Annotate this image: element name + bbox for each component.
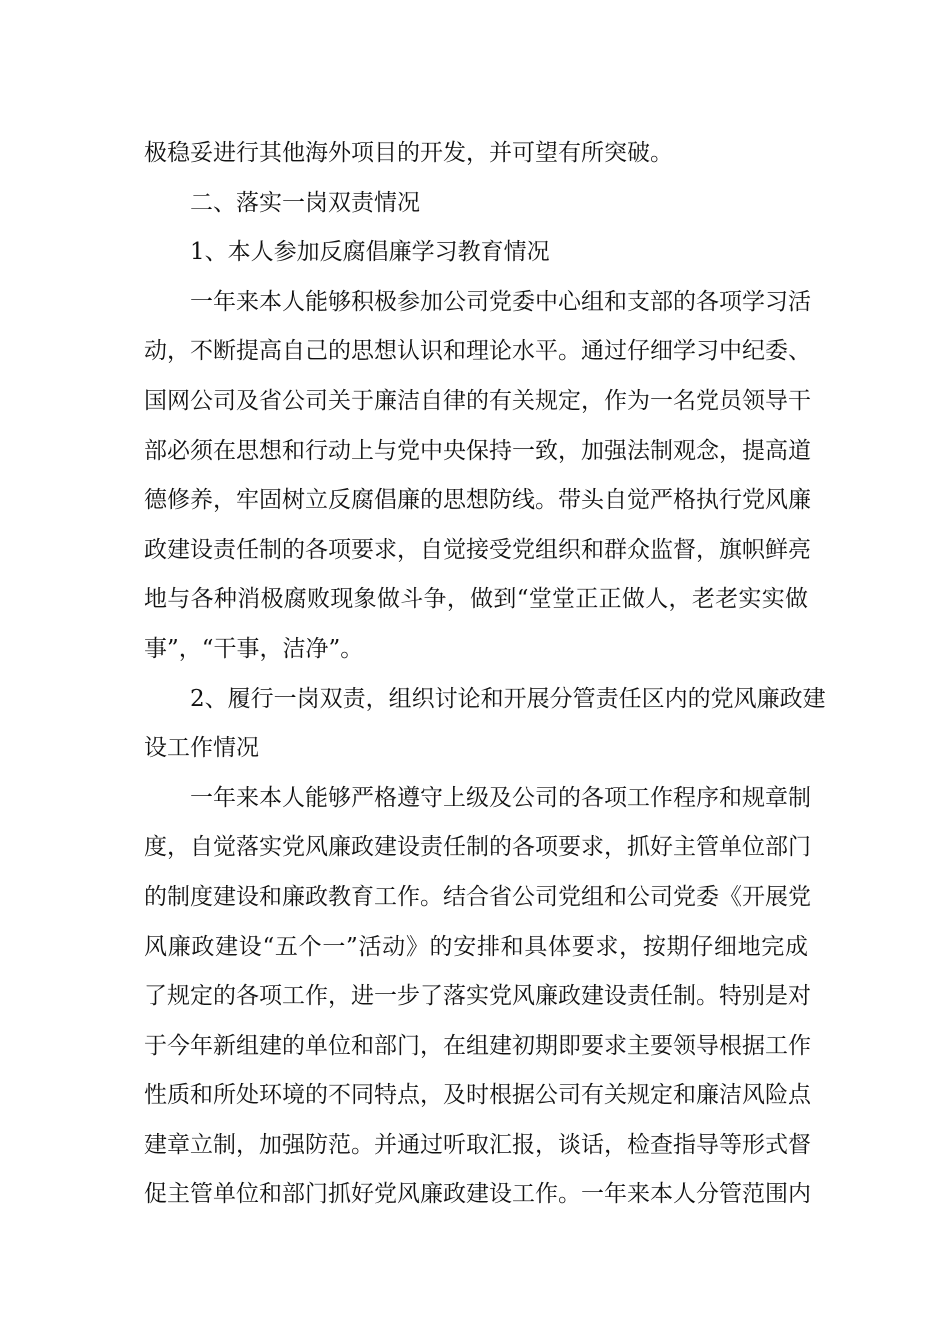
paragraph-p4 (144, 675, 826, 774)
text-line: 地与各种消极腐败现象做斗争，做到“堂堂正正做人，老老实实做 (144, 586, 808, 613)
text-line: 部必须在思想和行动上与党中央保持一致，加强法制观念，提高道 (144, 437, 811, 464)
text-line: 风廉政建设“五个一”活动》的安排和具体要求，按期仔细地完成 (144, 933, 808, 960)
text-line: 动，不断提高自己的思想认识和理论水平。通过仔细学习中纪委、 (144, 338, 811, 365)
text-line: 2、履行一岗双责，组织讨论和开展分管责任区内的党风廉政建 (190, 685, 826, 712)
text-line: 1、本人参加反腐倡廉学习教育情况 (190, 239, 550, 266)
paragraph-p3 (144, 278, 811, 675)
text-line: 促主管单位和部门抓好党风廉政建设工作。一年来本人分管范围内 (144, 1181, 811, 1208)
text-line: 设工作情况 (144, 735, 259, 762)
text-line: 性质和所处环境的不同特点，及时根据公司有关规定和廉洁风险点 (144, 1082, 811, 1109)
text-line: 事”，“干事，洁净”。 (144, 635, 364, 662)
text-line: 一年来本人能够积极参加公司党委中心组和支部的各项学习活 (190, 288, 811, 315)
paragraph-p5 (144, 774, 811, 1220)
text-line: 极稳妥进行其他海外项目的开发，并可望有所突破。 (144, 140, 673, 166)
paragraph-p2 (144, 228, 808, 278)
text-line: 于今年新组建的单位和部门，在组建初期即要求主要领导根据工作 (144, 1032, 811, 1059)
text-line: 度，自觉落实党风廉政建设责任制的各项要求，抓好主管单位部门 (144, 834, 811, 861)
document-body (144, 129, 826, 1220)
text-line: 德修养，牢固树立反腐倡廉的思想防线。带头自觉严格执行党风廉 (144, 487, 811, 514)
text-line: 一年来本人能够严格遵守上级及公司的各项工作程序和规章制 (190, 784, 811, 811)
text-line: 建章立制，加强防范。并通过听取汇报，谈话，检查指导等形式督 (144, 1131, 811, 1158)
paragraph-p0 (144, 129, 808, 179)
text-line: 的制度建设和廉政教育工作。结合省公司党组和公司党委《开展党 (144, 883, 811, 910)
text-line: 国网公司及省公司关于廉洁自律的有关规定，作为一名党员领导干 (144, 387, 811, 414)
paragraph-p1 (144, 179, 808, 229)
text-line: 了规定的各项工作，进一步了落实党风廉政建设责任制。特别是对 (144, 983, 811, 1010)
text-line: 政建设责任制的各项要求，自觉接受党组织和群众监督，旗帜鲜亮 (144, 536, 811, 563)
text-line: 二、落实一岗双责情况 (190, 189, 420, 216)
